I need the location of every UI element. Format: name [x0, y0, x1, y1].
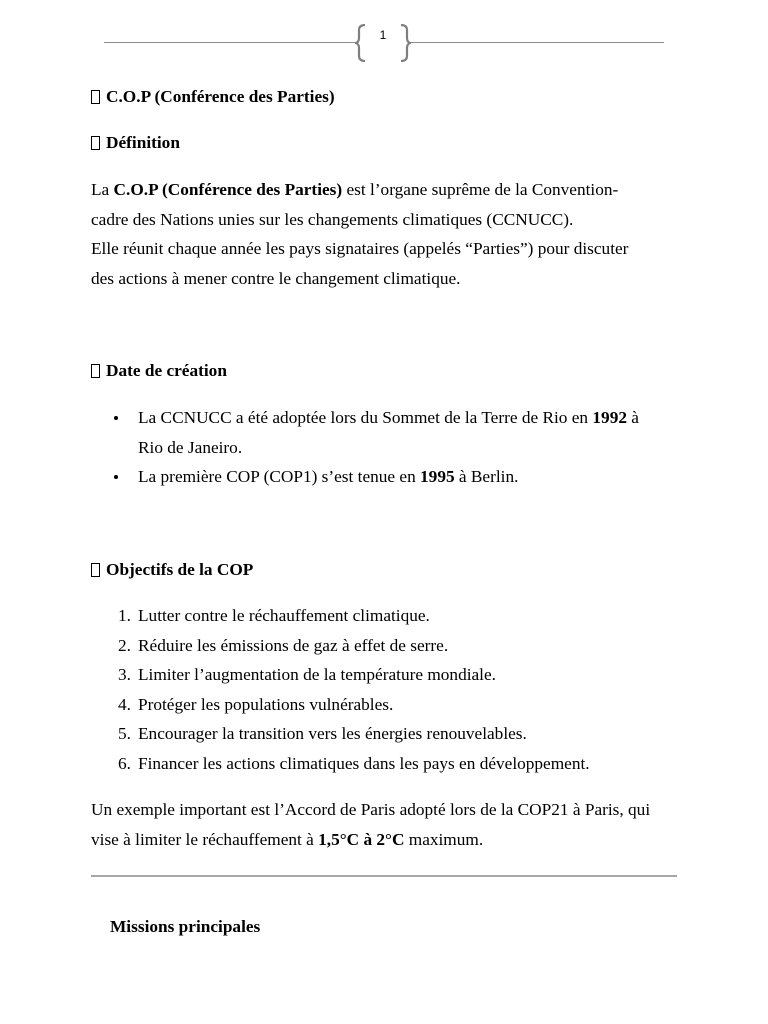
creation-year-1992: 1992: [592, 408, 627, 427]
definition-line-2: cadre des Nations unies sur les changements climatiques (CCNUCC).: [91, 209, 574, 229]
creation-heading: [91, 361, 227, 381]
missing-glyph-icon: [91, 90, 100, 104]
list-item: [91, 749, 681, 779]
list-number: 2.: [118, 635, 131, 655]
definition-line-1-prefix: La: [91, 180, 114, 199]
definition-heading: [91, 133, 180, 153]
paris-line-2-suffix: maximum.: [404, 829, 484, 849]
creation-item-2-prefix: La première COP (COP1) s’est tenue en: [138, 467, 421, 487]
definition-paragraph: [91, 175, 681, 293]
paris-paragraph: [91, 795, 681, 854]
objectives-heading: [91, 560, 253, 580]
missing-glyph-icon: [91, 136, 100, 150]
list-number: 4.: [118, 694, 131, 714]
header-rule-right: [410, 42, 664, 43]
definition-line-4: des actions à mener contre le changement climatique.: [91, 268, 461, 288]
bullet-icon: [114, 475, 118, 479]
paris-temperature-limit: 1,5°C à 2°C: [318, 829, 405, 849]
list-item: [91, 403, 681, 462]
missing-glyph-icon: [91, 563, 100, 577]
definition-line-3: Elle réunit chaque année les pays signataires (appelés “Parties”) pour discuter: [91, 239, 629, 259]
document-title-text: C.O.P (Conférence des Parties): [106, 87, 335, 106]
paris-line-2: [91, 825, 681, 855]
objective-text: Protéger les populations vulnérables.: [138, 694, 394, 714]
objective-text: Réduire les émissions de gaz à effet de serre.: [138, 635, 449, 655]
objectives-list: [91, 601, 681, 779]
page-number-bracket: [355, 24, 411, 62]
missions-heading: Missions principales: [110, 917, 261, 936]
paris-line-1: Un exemple important est l’Accord de Paris adopté lors de la COP21 à Paris, qui: [91, 800, 651, 819]
creation-heading-text: Date de création: [106, 361, 227, 380]
list-number: 5.: [118, 724, 131, 744]
header-rule-left: [104, 42, 356, 43]
missing-glyph-icon: [91, 364, 100, 378]
objective-text: Financer les actions climatiques dans les pays en développement.: [138, 753, 590, 773]
creation-item-1-line-2: Rio de Janeiro.: [138, 437, 243, 457]
definition-line-1: [91, 175, 681, 205]
creation-item-1-prefix: La CCNUCC a été adoptée lors du Sommet de la Terre de Rio en: [138, 408, 593, 427]
list-item: [91, 690, 681, 720]
list-item: [91, 631, 681, 661]
bullet-icon: [114, 416, 118, 420]
list-item: [91, 462, 681, 492]
list-item: [91, 660, 681, 690]
paris-line-2-prefix: vise à limiter le réchauffement à: [91, 829, 319, 849]
objective-text: Lutter contre le réchauffement climatique.: [138, 606, 430, 625]
list-number: 6.: [118, 753, 131, 773]
list-number: 1.: [118, 606, 131, 625]
objective-text: Limiter l’augmentation de la température mondiale.: [138, 665, 496, 685]
page-number: 1: [379, 28, 387, 42]
creation-year-1995: 1995: [420, 467, 455, 487]
list-item: [91, 719, 681, 749]
creation-item-1-line-1: [138, 403, 681, 433]
definition-heading-text: Définition: [106, 133, 180, 152]
section-divider: [91, 875, 677, 877]
creation-item-2: [138, 462, 681, 492]
document-title: [91, 87, 335, 107]
objectives-heading-text: Objectifs de la COP: [106, 560, 254, 579]
list-item: [91, 601, 681, 631]
creation-item-2-suffix: à Berlin.: [454, 467, 519, 487]
creation-list: [91, 403, 681, 492]
list-number: 3.: [118, 665, 131, 685]
objective-text: Encourager la transition vers les énergies renouvelables.: [138, 724, 527, 744]
definition-term: C.O.P (Conférence des Parties): [113, 180, 343, 199]
creation-item-1-suffix: à: [626, 408, 639, 427]
definition-line-1-suffix: est l’organe suprême de la Convention-: [342, 180, 619, 199]
